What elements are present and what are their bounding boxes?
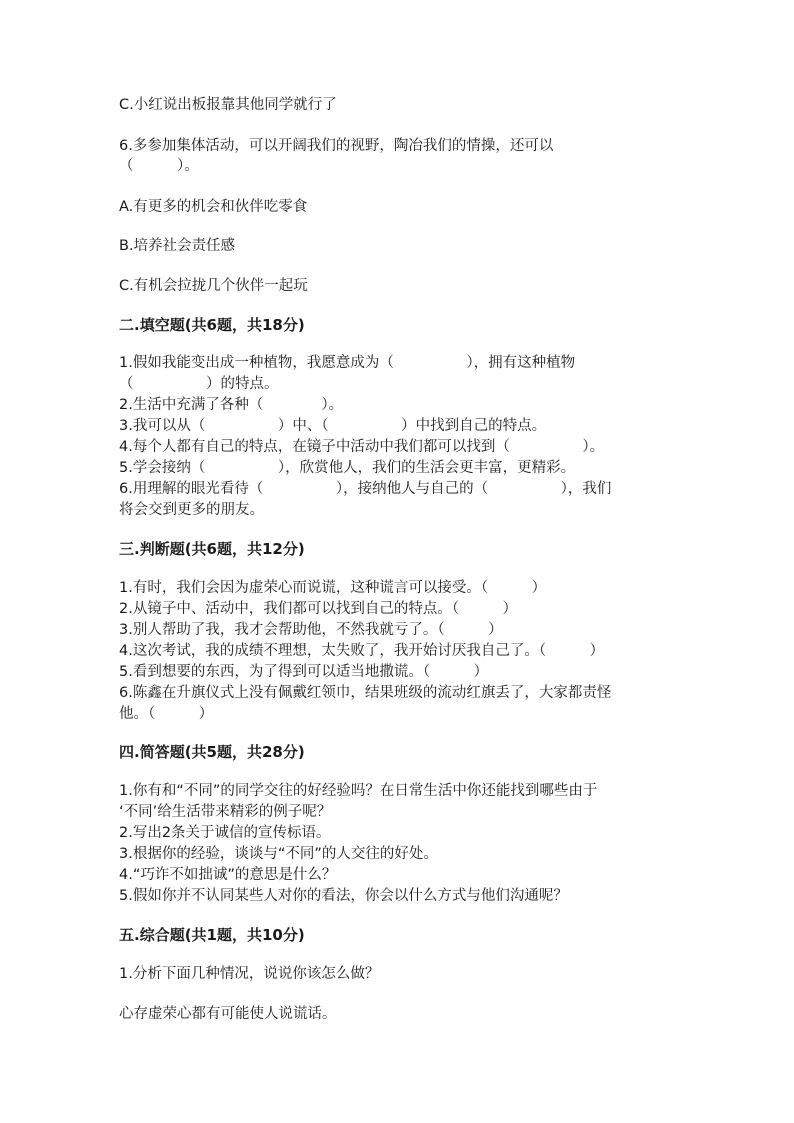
- fill-question-4: 4.每个人都有自己的特点，在镜子中活动中我们都可以找到（ ）。: [119, 439, 605, 455]
- section-heading-short-answer: 四.简答题(共5题，共28分): [119, 743, 305, 761]
- fill-question-5: 5.学会接纳（ ），欣赏他人，我们的生活会更丰富，更精彩。: [119, 460, 576, 476]
- fill-question-1: 1.假如我能变出成一种植物，我愿意成为（ ），拥有这种植物: [119, 355, 576, 371]
- short-question-2: 2.写出2条关于诚信的宣传标语。: [119, 825, 331, 841]
- short-question-4: 4.“巧诈不如拙诚”的意思是什么？: [119, 867, 337, 883]
- short-question-3: 3.根据你的经验，谈谈与“不同”的人交往的好处。: [119, 846, 438, 862]
- option-b: B.培养社会责任感: [119, 238, 236, 254]
- short-question-1: 1.你有和“不同”的同学交往的好经验吗？在日常生活中你还能找到哪些由于: [119, 783, 598, 799]
- short-question-5: 5.假如你并不认同某些人对你的看法，你会以什么方式与他们沟通呢？: [119, 888, 568, 904]
- fill-question-6-cont: 将会交到更多的朋友。: [119, 502, 264, 518]
- comprehensive-situation: 心存虚荣心都有可能使人说谎话。: [119, 1006, 337, 1022]
- fill-question-3: 3.我可以从（ ）中、（ ）中找到自己的特点。: [119, 418, 547, 434]
- question-6: 6.多参加集体活动，可以开阔我们的视野，陶冶我们的情操，还可以: [119, 138, 554, 154]
- short-question-1-cont: ‘不同’给生活带来精彩的例子呢？: [119, 804, 332, 820]
- judge-question-3: 3.别人帮助了我，我才会帮助他，不然我就亏了。（ ）: [119, 622, 503, 638]
- judge-question-6-cont: 他。（ ）: [119, 706, 214, 722]
- judge-question-2: 2.从镜子中、活动中，我们都可以找到自己的特点。（ ）: [119, 601, 518, 617]
- judge-question-5: 5.看到想要的东西，为了得到可以适当地撒谎。（ ）: [119, 664, 489, 680]
- question-6-blank: （ ）。: [119, 158, 199, 174]
- section-heading-comprehensive: 五.综合题(共1题，共10分): [119, 926, 305, 944]
- fill-question-6: 6.用理解的眼光看待（ ），接纳他人与自己的（ ），我们: [119, 481, 612, 497]
- fill-question-1-cont: （ ）的特点。: [119, 376, 279, 392]
- option-a: A.有更多的机会和伙伴吃零食: [119, 199, 308, 215]
- judge-question-6: 6.陈鑫在升旗仪式上没有佩戴红领巾，结果班级的流动红旗丢了，大家都责怪: [119, 685, 612, 701]
- section-heading-fill-blank: 二.填空题(共6题，共18分): [119, 316, 305, 334]
- judge-question-4: 4.这次考试，我的成绩不理想，太失败了，我开始讨厌我自己了。（ ）: [119, 643, 605, 659]
- judge-question-1: 1.有时，我们会因为虚荣心而说谎，这种谎言可以接受。（ ）: [119, 580, 547, 596]
- comprehensive-question-1: 1.分析下面几种情况，说说你该怎么做？: [119, 966, 380, 982]
- section-heading-true-false: 三.判断题(共6题，共12分): [119, 540, 305, 558]
- option-c: C.有机会拉拢几个伙伴一起玩: [119, 278, 308, 294]
- option-c: C.小红说出板报靠其他同学就行了: [119, 97, 337, 113]
- fill-question-2: 2.生活中充满了各种（ ）。: [119, 397, 344, 413]
